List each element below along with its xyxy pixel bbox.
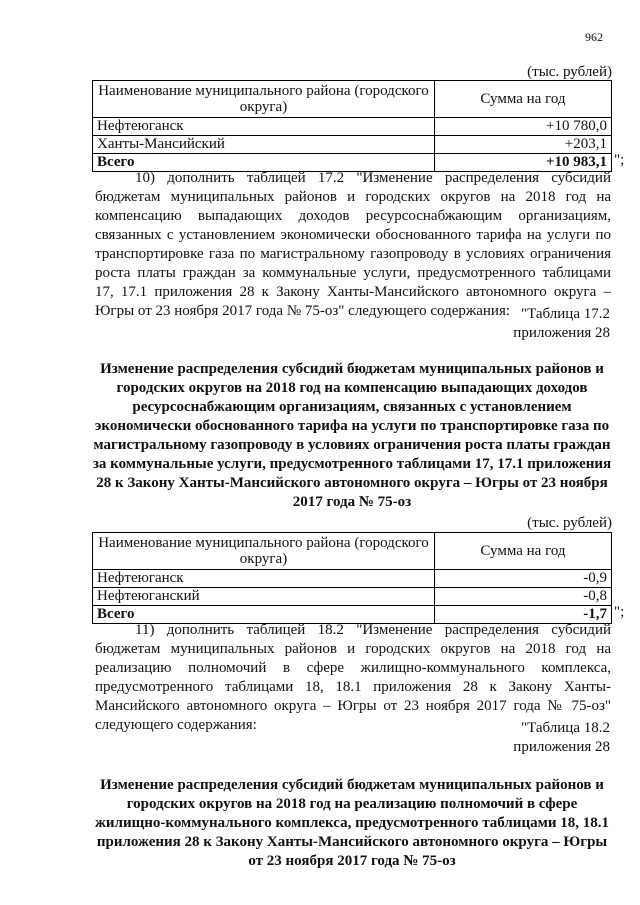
row-name-cell: Нефтеюганск [93,118,435,136]
header-sum-cell: Сумма на год [435,81,612,118]
row-name-cell: Ханты-Мансийский [93,136,435,154]
table-row [93,118,612,136]
table-reference-18-2 [440,719,610,757]
row-name-cell: Нефтеюганск [93,570,435,588]
table-reference-line: "Таблица 18.2 [520,720,610,736]
table-1 [92,80,612,172]
paragraph-11-text: 11) дополнить таблицей 18.2 "Изменение распределения субсидий бюджетам муниципальных районов и городских округов на 2018 год на реализацию полномочий в сфере жилищно-коммунального комплекса, предусмотренного таблицами 18, 18.1 приложения 28 к Закону Ханты-Мансийского автономного округа – Югры от 23 ноября 2017 года № 75-оз" следующего содержания: [95,622,611,733]
table-reference-line: приложения 28 [513,739,610,755]
table-header-row [93,81,612,118]
total-sum-cell: -1,7 [435,606,612,624]
unit-label-2: (тыс. рублей) [527,515,612,531]
header-sum-cell: Сумма на год [435,533,612,570]
table-row [93,570,612,588]
total-label-cell: Всего [93,606,435,624]
header-name-cell: Наименование муниципального района (городского округа) [93,81,435,118]
row-sum-cell: -0,9 [435,570,612,588]
section-heading-2: Изменение распределения субсидий бюджетам муниципальных районов и городских округов на 2018 год на реализацию полномочий в сфере жилищно-коммунального комплекса, предусмотренного таблицами 18, 18.1 приложения 28 к Закону Ханты-Мансийского автономного округа – Югры от 23 ноября 2017 года № 75-оз [95,777,609,869]
paragraph-11 [95,621,611,735]
table-row [93,588,612,606]
table-reference-17-2 [440,305,610,343]
table-reference-line: приложения 28 [513,325,610,341]
paragraph-10-text: 10) дополнить таблицей 17.2 "Изменение распределения субсидий бюджетам муниципальных районов и городских округов на 2018 год на компенсацию выпадающих доходов ресурсоснабжающим организациям, связанных с установлением экономически обоснованного тарифа на услуги по транспортировке газа по магистральному газопроводу в условиях ограничения роста платы граждан за коммунальные услуги, предусмотренного таблицами 17, 17.1 приложения 28 к Закону Ханты-Мансийского автономного округа – Югры от 23 ноября 2017 года № 75-оз" следующего содержания: [95,170,611,319]
paragraph-10 [95,169,611,321]
closing-quote-1: "; [614,152,625,168]
row-name-cell: Нефтеюганский [93,588,435,606]
closing-quote-2: "; [614,604,625,620]
row-sum-cell: +10 780,0 [435,118,612,136]
table-header-row [93,533,612,570]
row-sum-cell: -0,8 [435,588,612,606]
table-row [93,136,612,154]
total-sum-cell: +10 983,1 [435,154,612,172]
header-name-cell: Наименование муниципального района (городского округа) [93,533,435,570]
table-reference-line: "Таблица 17.2 [520,306,610,322]
page-number: 962 [585,30,603,44]
table-2 [92,532,612,624]
row-sum-cell: +203,1 [435,136,612,154]
section-heading-1: Изменение распределения субсидий бюджетам муниципальных районов и городских округов на 2018 год на компенсацию выпадающих доходов ресурсоснабжающим организациям, связанных с установлением экономически обоснованного тарифа на услуги по транспортировке газа по магистральному газопроводу в условиях ограничения роста платы граждан за коммунальные услуги, предусмотренного таблицами 17, 17.1 приложения 28 к Закону Ханты-Мансийского автономного округа – Югры от 23 ноября 2017 года № 75-оз [92,361,612,510]
unit-label-1: (тыс. рублей) [527,64,612,80]
total-label-cell: Всего [93,154,435,172]
